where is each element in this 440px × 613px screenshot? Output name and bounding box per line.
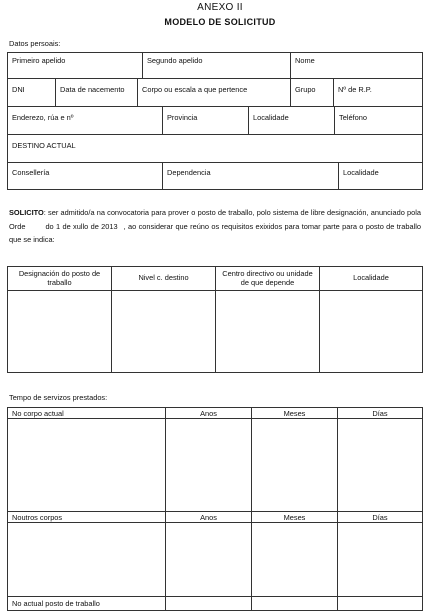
- post-locality-cell[interactable]: [320, 291, 423, 373]
- posts-table: [7, 266, 423, 373]
- years-header: Anos: [166, 408, 252, 419]
- form-title: MODELO DE SOLICITUD: [164, 17, 276, 27]
- department-field[interactable]: Consellería: [8, 163, 163, 190]
- current-destination-label: DESTINO ACTUAL: [8, 135, 423, 163]
- rp-number-field[interactable]: Nº de R.P.: [334, 79, 423, 107]
- birth-date-field[interactable]: Data de nacemento: [56, 79, 138, 107]
- current-destination-row: [7, 134, 423, 163]
- service-other-corps-table: [7, 511, 423, 611]
- current-post-label: No actual posto de traballo: [8, 597, 166, 611]
- group-field[interactable]: Grupo: [291, 79, 334, 107]
- personal-row-address: [7, 106, 423, 135]
- post-locality-header: Localidade: [320, 267, 423, 291]
- days-cell[interactable]: [338, 419, 423, 512]
- province-field[interactable]: Provincia: [163, 107, 249, 135]
- years-cell[interactable]: [166, 419, 252, 512]
- directive-centre-cell[interactable]: [216, 291, 320, 373]
- service-current-corps-table: [7, 407, 423, 512]
- address-field[interactable]: Enderezo, rúa e nº: [8, 107, 163, 135]
- level-cell[interactable]: [112, 291, 216, 373]
- destination-locality-field[interactable]: Localidade: [339, 163, 423, 190]
- dependency-field[interactable]: Dependencia: [163, 163, 339, 190]
- level-header: Nivel c. destino: [112, 267, 216, 291]
- current-post-years-cell[interactable]: [166, 597, 252, 611]
- post-designation-cell[interactable]: [8, 291, 112, 373]
- days-cell[interactable]: [338, 523, 423, 597]
- months-cell[interactable]: [252, 523, 338, 597]
- days-header: Días: [338, 408, 423, 419]
- locality-field[interactable]: Localidade: [249, 107, 335, 135]
- request-keyword: SOLICITO: [9, 208, 44, 217]
- current-corps-cell[interactable]: [8, 419, 166, 512]
- annex-title: ANEXO II: [197, 2, 243, 13]
- personal-row-names: [7, 52, 423, 79]
- request-text-part3: , ao considerar que reúno os requisitos exixidos para tomar parte para o posto de traballo que se indica:: [9, 221, 421, 245]
- current-corps-header: No corpo actual: [8, 408, 166, 419]
- personal-row-identity: [7, 78, 423, 107]
- other-corps-header: Noutros corpos: [8, 512, 166, 523]
- request-text-part1: : ser admitido/a na convocatoria para prover o posto de traballo, polo sistema de libre designación, anunciado pola Orde: [9, 208, 421, 231]
- months-header: Meses: [252, 408, 338, 419]
- years-cell[interactable]: [166, 523, 252, 597]
- name-field[interactable]: Nome: [291, 53, 423, 79]
- request-paragraph: [9, 206, 421, 247]
- post-designation-header: Designación do posto de traballo: [8, 267, 112, 291]
- first-surname-field[interactable]: Primeiro apelido: [8, 53, 143, 79]
- dni-field[interactable]: DNI: [8, 79, 56, 107]
- days-header: Días: [338, 512, 423, 523]
- personal-row-department: [7, 162, 423, 190]
- service-time-label: Tempo de servizos prestados:: [9, 393, 108, 402]
- years-header: Anos: [166, 512, 252, 523]
- months-cell[interactable]: [252, 419, 338, 512]
- directive-centre-header: Centro directivo ou unidade de que depende: [216, 267, 320, 291]
- current-post-months-cell[interactable]: [252, 597, 338, 611]
- current-post-days-cell[interactable]: [338, 597, 423, 611]
- request-date: do 1 de xullo de 2013: [45, 221, 118, 231]
- months-header: Meses: [252, 512, 338, 523]
- phone-field[interactable]: Teléfono: [335, 107, 423, 135]
- second-surname-field[interactable]: Segundo apelido: [143, 53, 291, 79]
- corps-field[interactable]: Corpo ou escala a que pertence: [138, 79, 291, 107]
- personal-data-label: Datos persoais:: [9, 39, 61, 48]
- other-corps-cell[interactable]: [8, 523, 166, 597]
